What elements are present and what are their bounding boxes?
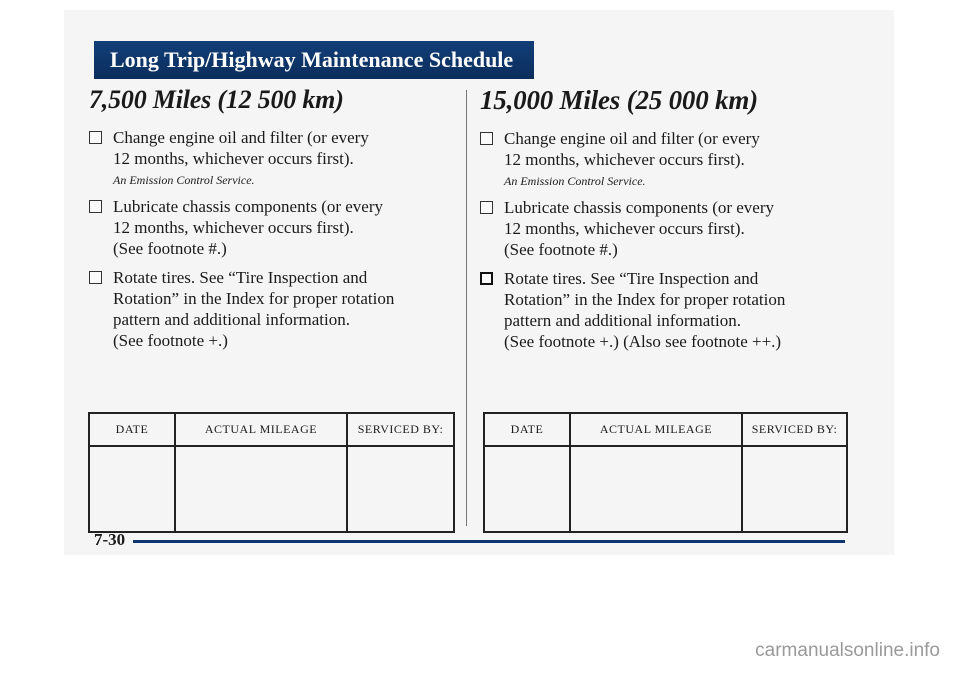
item-text: pattern and additional information. [113, 310, 350, 329]
column-header-serviced-by: SERVICED BY: [347, 413, 454, 446]
schedule-column-15000 [480, 85, 860, 352]
item-text: 12 months, whichever occurs first). [504, 150, 745, 169]
checkbox[interactable] [480, 272, 493, 285]
emission-note: An Emission Control Service. [504, 174, 646, 188]
section-banner: Long Trip/Highway Maintenance Schedule [94, 41, 534, 79]
item-text: Rotate tires. See “Tire Inspection and [113, 268, 368, 287]
serviced-by-cell[interactable] [347, 446, 454, 532]
checkbox[interactable] [480, 201, 493, 214]
interval-title: 15,000 Miles (25 000 km) [480, 85, 758, 115]
item-text: 12 months, whichever occurs first). [113, 218, 354, 237]
column-header-date: DATE [484, 413, 570, 446]
item-text: (See footnote +.) [113, 331, 228, 350]
watermark: carmanualsonline.info [755, 640, 940, 661]
table-row [89, 446, 454, 532]
item-text: Change engine oil and filter (or every [504, 129, 760, 148]
mileage-cell[interactable] [175, 446, 347, 532]
checkbox[interactable] [89, 131, 102, 144]
item-text: Lubricate chassis components (or every [504, 198, 775, 217]
interval-title: 7,500 Miles (12 500 km) [89, 85, 344, 114]
table-row [484, 446, 847, 532]
page-number: 7-30 [94, 530, 126, 549]
column-header-date: DATE [89, 413, 175, 446]
checkbox[interactable] [89, 271, 102, 284]
mileage-cell[interactable] [570, 446, 742, 532]
item-text: Rotate tires. See “Tire Inspection and [504, 269, 759, 288]
item-text: pattern and additional information. [504, 311, 741, 330]
item-text: (See footnote #.) [113, 239, 227, 258]
item-text: (See footnote +.) (Also see footnote ++.) [504, 332, 782, 351]
item-text: 12 months, whichever occurs first). [504, 219, 745, 238]
date-cell[interactable] [89, 446, 175, 532]
schedule-column-7500 [89, 85, 454, 351]
serviced-by-cell[interactable] [742, 446, 847, 532]
service-item-rotate-tires [480, 268, 860, 352]
column-header-mileage: ACTUAL MILEAGE [175, 413, 347, 446]
item-text: (See footnote #.) [504, 240, 618, 259]
footer-rule [133, 540, 845, 543]
service-item-oil-change [480, 128, 860, 189]
service-item-lubricate [89, 196, 454, 259]
checkbox[interactable] [480, 132, 493, 145]
date-cell[interactable] [484, 446, 570, 532]
item-text: 12 months, whichever occurs first). [113, 149, 354, 168]
column-header-mileage: ACTUAL MILEAGE [570, 413, 742, 446]
service-log-table [483, 412, 848, 533]
checkbox[interactable] [89, 200, 102, 213]
column-header-serviced-by: SERVICED BY: [742, 413, 847, 446]
service-log-table [88, 412, 455, 533]
service-item-oil-change [89, 127, 454, 188]
item-text: Rotation” in the Index for proper rotation [113, 289, 395, 308]
column-divider [466, 90, 467, 526]
item-text: Change engine oil and filter (or every [113, 128, 369, 147]
item-text: Rotation” in the Index for proper rotation [504, 290, 786, 309]
emission-note: An Emission Control Service. [113, 173, 255, 187]
service-item-lubricate [480, 197, 860, 260]
service-item-rotate-tires [89, 267, 454, 351]
item-text: Lubricate chassis components (or every [113, 197, 384, 216]
